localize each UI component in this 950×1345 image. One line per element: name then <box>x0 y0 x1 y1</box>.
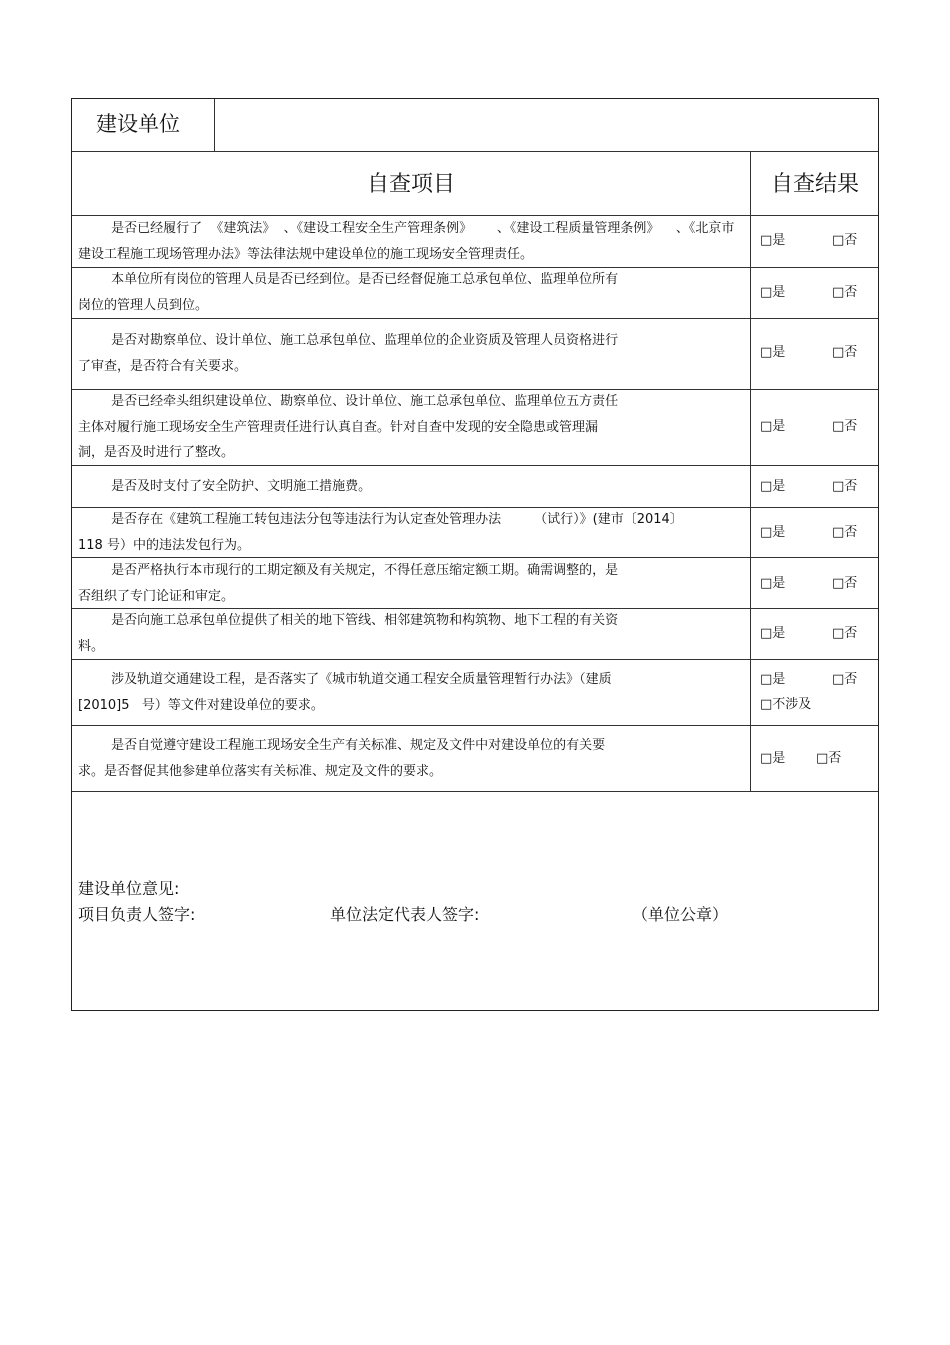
no-checkbox[interactable]: □否 <box>832 419 858 434</box>
row-divider <box>72 659 878 660</box>
check-item-2: 本单位所有岗位的管理人员是否已经到位。是否已经督促施工总承包单位、监理单位所有 岗位的管理人员到位。 <box>78 272 619 313</box>
check-item-6: 是否存在《建筑工程施工转包违法分包等违法行为认定查处管理办法 （试行）》(建市〔2014〕 118 号）中的违法发包行为。 <box>78 512 683 553</box>
yes-checkbox[interactable]: □是 <box>760 345 786 360</box>
no-checkbox[interactable]: □否 <box>832 525 858 540</box>
no-checkbox[interactable]: □否 <box>832 345 858 360</box>
item-column-header: 自查项目 <box>366 172 455 197</box>
yes-checkbox[interactable]: □是 <box>760 479 786 494</box>
check-item-10: 是否自觉遵守建设工程施工现场安全生产有关标准、规定及文件中对建设单位的有关要 求。是否督促其他参建单位落实有关标准、规定及文件的要求。 <box>78 738 606 779</box>
row-divider <box>72 725 878 726</box>
check-item-4: 是否已经牵头组织建设单位、勘察单位、设计单位、施工总承包单位、监理单位五方责任 主体对履行施工现场安全生产管理责任进行认真自查。针对自查中发现的安全隐患或管理漏 洞，是否及时进行了整改。 <box>78 394 619 460</box>
no-checkbox[interactable]: □否 <box>816 751 842 766</box>
check-item-3: 是否对勘察单位、设计单位、施工总承包单位、监理单位的企业资质及管理人员资格进行 了审查，是否符合有关要求。 <box>78 333 619 374</box>
yes-checkbox[interactable]: □是 <box>760 672 786 687</box>
yes-checkbox[interactable]: □是 <box>760 419 786 434</box>
row-divider <box>72 318 878 319</box>
unit-label: 建设单位 <box>96 112 180 136</box>
no-checkbox[interactable]: □否 <box>832 479 858 494</box>
no-checkbox[interactable]: □否 <box>832 672 858 687</box>
result-column-header: 自查结果 <box>770 172 859 197</box>
yes-checkbox[interactable]: □是 <box>760 751 786 766</box>
row-divider <box>72 791 878 792</box>
check-item-8: 是否向施工总承包单位提供了相关的地下管线、相邻建筑物和构筑物、地下工程的有关资 料。 <box>78 613 619 654</box>
check-item-9: 涉及轨道交通建设工程，是否落实了《城市轨道交通工程安全质量管理暂行办法》（建质 [2010]5 号）等文件对建设单位的要求。 <box>78 672 612 713</box>
checklist-table <box>71 98 879 1011</box>
yes-checkbox[interactable]: □是 <box>760 285 786 300</box>
check-item-1: 是否已经履行了 《建筑法》 、《建设工程安全生产管理条例》 、《建设工程质量管理条例》 、《北京市建设工程施工现场管理办法》等法律法规中建设单位的施工现场安全管理责任。 <box>78 221 735 262</box>
unit-seal-label: （单位公章） <box>632 905 729 924</box>
check-item-7: 是否严格执行本市现行的工期定额及有关规定，不得任意压缩定额工期。确需调整的，是 否组织了专门论证和审定。 <box>78 563 619 604</box>
yes-checkbox[interactable]: □是 <box>760 576 786 591</box>
no-checkbox[interactable]: □否 <box>832 233 858 248</box>
yes-checkbox[interactable]: □是 <box>760 626 786 641</box>
no-checkbox[interactable]: □否 <box>832 576 858 591</box>
project-lead-signature-label: 项目负责人签字: <box>78 905 196 924</box>
column-divider <box>750 151 751 792</box>
row-divider <box>72 465 878 466</box>
yes-checkbox[interactable]: □是 <box>760 525 786 540</box>
legal-rep-signature-label: 单位法定代表人签字: <box>330 905 480 924</box>
no-checkbox[interactable]: □否 <box>832 626 858 641</box>
unit-divider <box>214 99 215 151</box>
opinion-label: 建设单位意见: <box>78 879 180 898</box>
check-item-5: 是否及时支付了安全防护、文明施工措施费。 <box>78 479 372 494</box>
yes-checkbox[interactable]: □是 <box>760 233 786 248</box>
not-applicable-checkbox[interactable]: □不涉及 <box>760 697 812 712</box>
no-checkbox[interactable]: □否 <box>832 285 858 300</box>
